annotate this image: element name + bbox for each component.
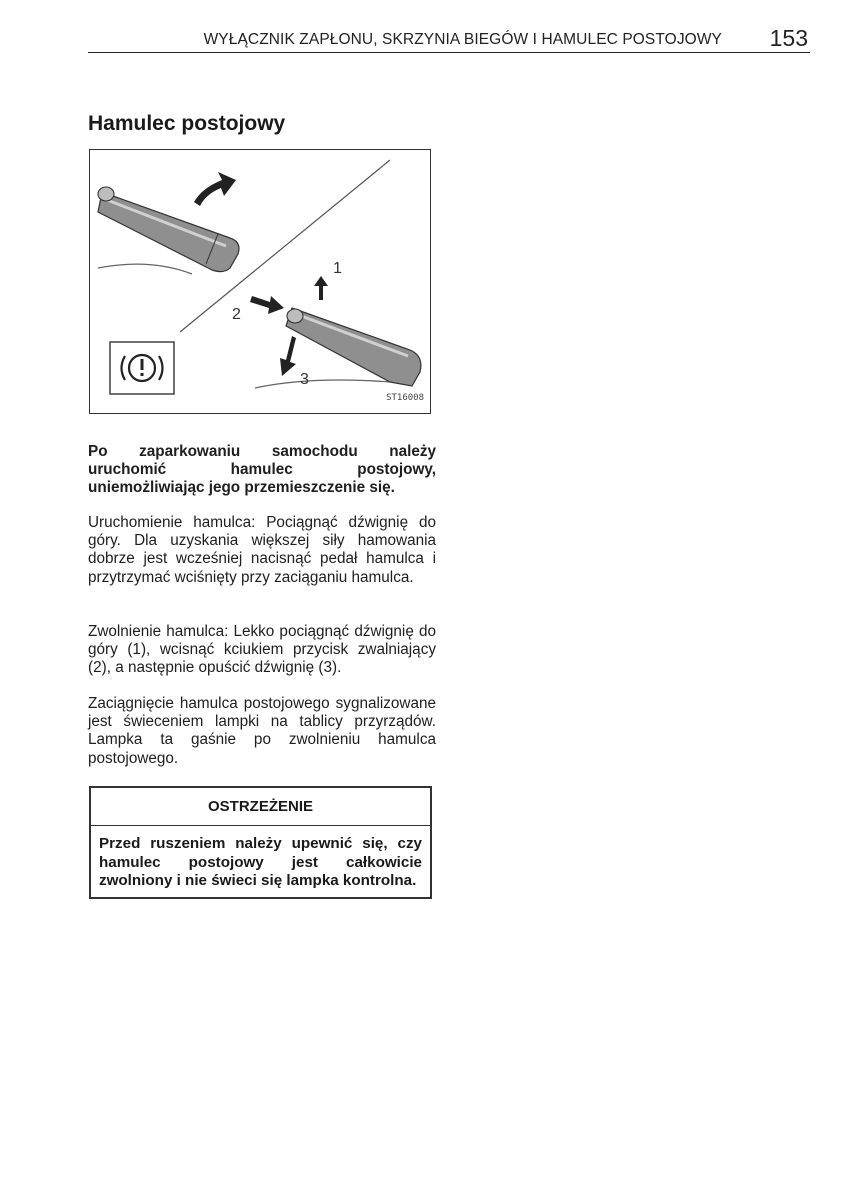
pull-up-arrow-icon [194,172,236,206]
warning-box [89,786,432,899]
label-1: 1 [333,260,342,277]
lever-upper-icon [98,187,239,272]
parking-brake-drawing [90,150,432,415]
section-heading: Hamulec postojowy [88,112,286,135]
figure-code: ST16008 [386,393,424,403]
paragraph-engage: Uruchomienie hamulca: Pociągnąć dźwignię do góry. Dla uzyskania większej siły hamowania dobrze jest wcześniej nacisnąć pedał hamulca i przytrzymać wciśnięty przy zaciąganiu hamulca. [88,514,436,586]
warning-title: OSTRZEŻENIE [91,788,430,826]
arrow-1-icon [314,276,328,300]
floor-curve [255,380,390,388]
page-header [88,24,810,53]
header-title: WYŁĄCZNIK ZAPŁONU, SKRZYNIA BIEGÓW I HAMULEC POSTOJOWY [203,31,722,48]
parking-brake-illustration [89,149,431,414]
brake-warning-lamp-icon [110,342,174,394]
arrow-3-icon [280,336,296,376]
page-number: 153 [769,25,808,51]
label-2: 2 [232,306,241,323]
intro-paragraph: Po zaparkowaniu samochodu należy uruchomić hamulec postojowy, uniemożliwiając jego przemieszczenie się. [88,443,436,497]
paragraph-release: Zwolnienie hamulca: Lekko pociągnąć dźwignię do góry (1), wcisnąć kciukiem przycisk zwalniający (2), a następnie opuścić dźwignię (3). [88,623,436,677]
floor-curve [98,264,192,274]
warning-text: Przed ruszeniem należy upewnić się, czy hamulec postojowy jest całkowicie zwolniony i nie świeci się lampka kontrolna. [99,835,422,889]
arrow-2-icon [250,296,284,314]
label-3: 3 [300,371,309,388]
paragraph-indicator: Zaciągnięcie hamulca postojowego sygnalizowane jest świeceniem lampki na tablicy przyrządów. Lampka ta gaśnie po zwolnieniu hamulca postojowego. [88,695,436,767]
